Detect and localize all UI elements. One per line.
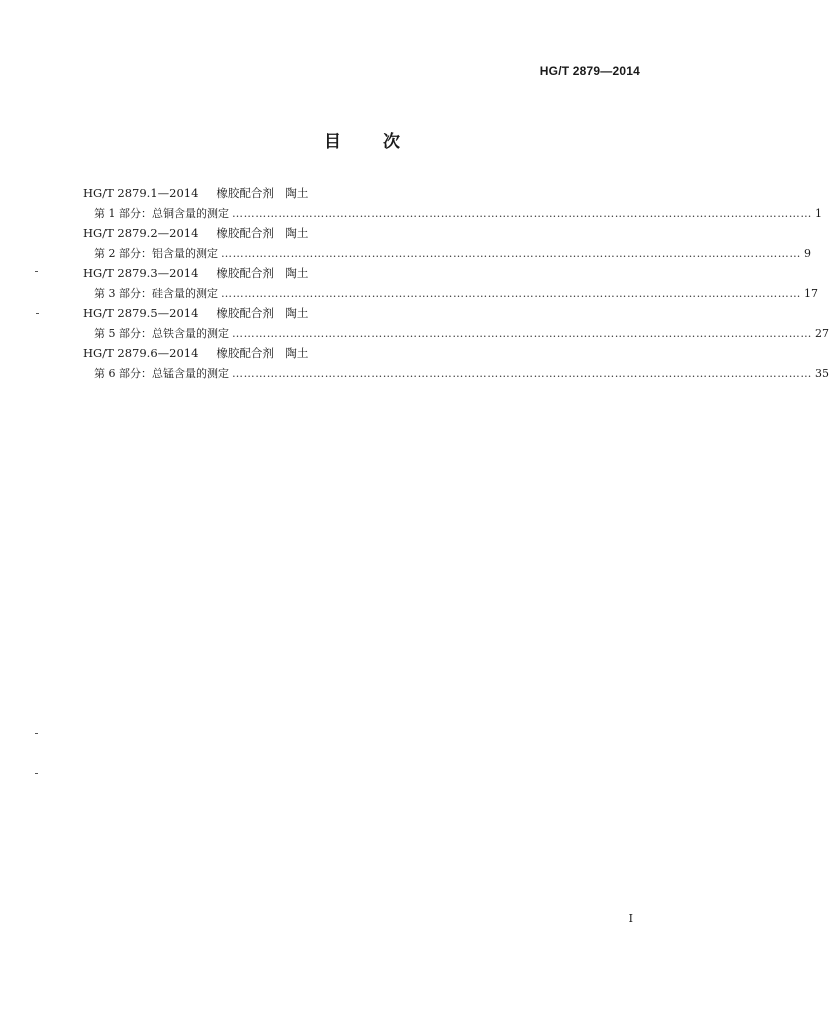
toc-page-number: 35: [815, 367, 829, 380]
toc-standard-code: HG/T 2879.2—2014: [83, 226, 199, 240]
toc-entry-heading: [83, 343, 641, 364]
toc-entry-heading: [83, 183, 641, 204]
toc-part-title: 第 2 部分：铝含量的测定: [94, 247, 218, 260]
toc-standard-code: HG/T 2879.3—2014: [83, 266, 199, 280]
toc-dot-leader: ……………………………………………………………………………………………………………………………………: [221, 247, 801, 260]
scan-speck: [35, 773, 38, 774]
toc-dot-leader: ……………………………………………………………………………………………………………………………………: [232, 367, 812, 380]
toc-part-title: 第 5 部分：总铁含量的测定: [94, 327, 229, 340]
toc-entry[interactable]: [83, 303, 829, 343]
toc-standard-code: HG/T 2879.1—2014: [83, 186, 199, 200]
toc-dot-leader: ……………………………………………………………………………………………………………………………………: [232, 207, 812, 220]
toc-part-row: [83, 204, 822, 223]
toc-subject: 橡胶配合剂 陶土: [216, 226, 309, 240]
toc-page-number: 9: [804, 247, 811, 260]
toc-part-title: 第 6 部分：总锰含量的测定: [94, 367, 229, 380]
toc-entry-heading: [83, 223, 641, 244]
toc-page-number: 1: [815, 207, 822, 220]
table-of-contents: [83, 183, 829, 383]
toc-subject: 橡胶配合剂 陶土: [216, 186, 309, 200]
toc-part-title: 第 1 部分：总铜含量的测定: [94, 207, 229, 220]
toc-part-row: [83, 324, 829, 343]
toc-part-row: [83, 284, 818, 303]
toc-subject: 橡胶配合剂 陶土: [216, 346, 309, 360]
toc-dot-leader: ……………………………………………………………………………………………………………………………………: [232, 327, 812, 340]
toc-entry[interactable]: [83, 223, 811, 263]
toc-standard-code: HG/T 2879.6—2014: [83, 346, 199, 360]
toc-entry-heading: [83, 303, 641, 324]
toc-dot-leader: ……………………………………………………………………………………………………………………………………: [221, 287, 801, 300]
toc-entry-heading: [83, 263, 641, 284]
toc-entry[interactable]: [83, 343, 829, 383]
scan-speck: [36, 313, 39, 314]
scan-speck: [35, 271, 38, 272]
toc-page-number: 27: [815, 327, 829, 340]
toc-subject: 橡胶配合剂 陶土: [216, 306, 309, 320]
toc-part-title: 第 3 部分：硅含量的测定: [94, 287, 218, 300]
toc-page-number: 17: [804, 287, 818, 300]
toc-part-row: [83, 244, 811, 263]
scan-speck: [35, 733, 38, 734]
toc-subject: 橡胶配合剂 陶土: [216, 266, 309, 280]
standard-number: HG/T 2879—2014: [539, 64, 640, 78]
page-title: 目次: [324, 132, 442, 152]
toc-standard-code: HG/T 2879.5—2014: [83, 306, 199, 320]
toc-entry[interactable]: [83, 263, 818, 303]
toc-entry[interactable]: [83, 183, 822, 223]
toc-part-row: [83, 364, 829, 383]
page-number: I: [628, 912, 633, 925]
